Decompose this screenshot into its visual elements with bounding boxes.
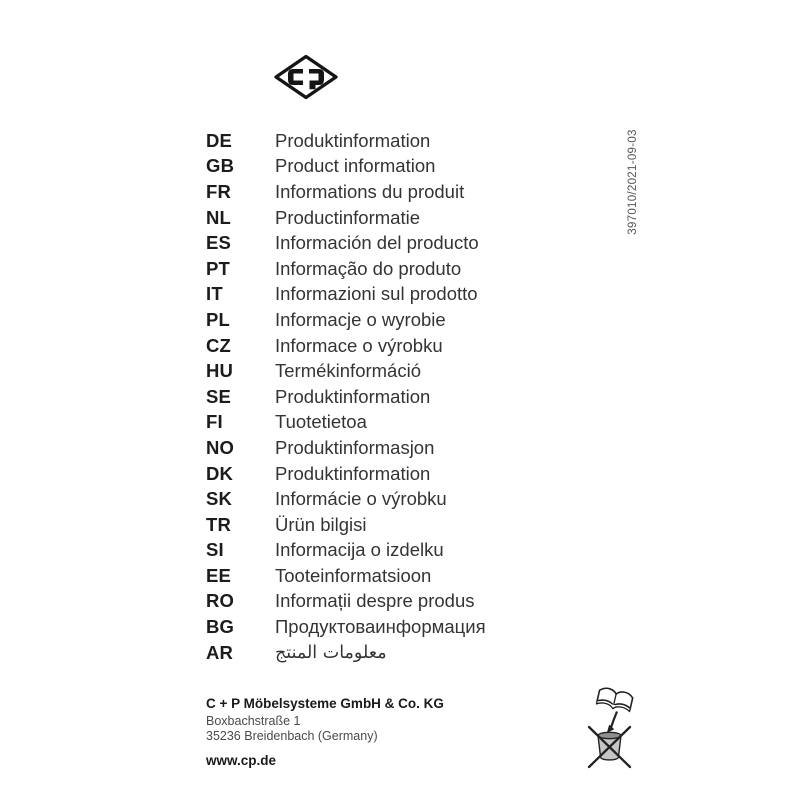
language-code: FI bbox=[206, 411, 223, 433]
language-code: HU bbox=[206, 360, 234, 382]
language-code: TR bbox=[206, 513, 232, 535]
language-row bbox=[206, 128, 626, 154]
language-code: DE bbox=[206, 129, 233, 151]
website-url: www.cp.de bbox=[206, 753, 277, 768]
address-line-2: 35236 Breidenbach (Germany) bbox=[206, 728, 378, 743]
language-code: DK bbox=[206, 462, 234, 484]
language-code: NL bbox=[206, 206, 232, 228]
language-code: SK bbox=[206, 488, 233, 510]
language-code: SI bbox=[206, 539, 224, 561]
language-label: Produktinformation bbox=[275, 385, 431, 407]
cp-diamond-icon bbox=[272, 52, 340, 102]
cp-logo bbox=[272, 52, 340, 102]
language-code: NO bbox=[206, 436, 235, 458]
language-row bbox=[206, 512, 626, 538]
language-label: Продуктоваинформация bbox=[275, 616, 486, 638]
footer-company-block bbox=[206, 696, 546, 768]
address-line-1: Boxbachstraße 1 bbox=[206, 714, 301, 728]
language-row bbox=[206, 256, 626, 282]
language-label: Informacje o wyrobie bbox=[275, 308, 446, 330]
language-label: Información del producto bbox=[275, 232, 479, 254]
language-code: GB bbox=[206, 155, 235, 177]
language-label: Tuotetietoa bbox=[275, 411, 367, 433]
language-label: Informații despre produs bbox=[275, 590, 475, 612]
language-row bbox=[206, 435, 626, 461]
language-code: PL bbox=[206, 308, 231, 330]
language-label: Ürün bilgisi bbox=[275, 513, 367, 535]
language-row bbox=[206, 358, 626, 384]
language-label: Produktinformation bbox=[275, 462, 431, 484]
language-label: Produktinformasjon bbox=[275, 436, 435, 458]
language-code: PT bbox=[206, 257, 231, 279]
language-code: EE bbox=[206, 564, 232, 586]
language-label: Produktinformation bbox=[275, 129, 431, 151]
language-code: RO bbox=[206, 590, 235, 612]
language-row bbox=[206, 282, 626, 308]
language-code: ES bbox=[206, 232, 232, 254]
language-row bbox=[206, 333, 626, 359]
language-row bbox=[206, 205, 626, 231]
language-code: BG bbox=[206, 616, 235, 638]
language-row bbox=[206, 461, 626, 487]
language-row bbox=[206, 486, 626, 512]
language-label: معلومات المنتج bbox=[275, 642, 387, 663]
language-code: SE bbox=[206, 385, 232, 407]
document-code-vertical: 397010/2021-09-03 bbox=[627, 129, 639, 235]
language-row bbox=[206, 179, 626, 205]
language-row bbox=[206, 614, 626, 640]
language-row bbox=[206, 538, 626, 564]
language-label: Termékinformáció bbox=[275, 360, 421, 382]
language-row bbox=[206, 410, 626, 436]
language-code: CZ bbox=[206, 334, 232, 356]
language-label: Informácie o výrobku bbox=[275, 488, 447, 510]
language-label: Informazioni sul prodotto bbox=[275, 283, 478, 305]
language-row bbox=[206, 384, 626, 410]
language-code: AR bbox=[206, 641, 234, 663]
language-code: IT bbox=[206, 283, 223, 305]
language-label: Tooteinformatsioon bbox=[275, 564, 432, 586]
language-label: Informace o výrobku bbox=[275, 334, 443, 356]
dispose-icon-graphic bbox=[582, 686, 644, 770]
language-code: FR bbox=[206, 180, 232, 202]
language-label: Productinformatie bbox=[275, 206, 420, 228]
language-label: Product information bbox=[275, 155, 436, 177]
book-over-crossed-bin-icon bbox=[582, 686, 644, 770]
language-row bbox=[206, 589, 626, 615]
company-name: C + P Möbelsysteme GmbH & Co. KG bbox=[206, 696, 444, 711]
language-row bbox=[206, 307, 626, 333]
language-row bbox=[206, 230, 626, 256]
language-label: Informação do produto bbox=[275, 257, 462, 279]
language-row bbox=[206, 563, 626, 589]
language-row bbox=[206, 154, 626, 180]
language-list bbox=[206, 128, 626, 665]
language-row bbox=[206, 640, 626, 666]
language-label: Informacija o izdelku bbox=[275, 539, 444, 561]
language-label: Informations du produit bbox=[275, 180, 465, 202]
